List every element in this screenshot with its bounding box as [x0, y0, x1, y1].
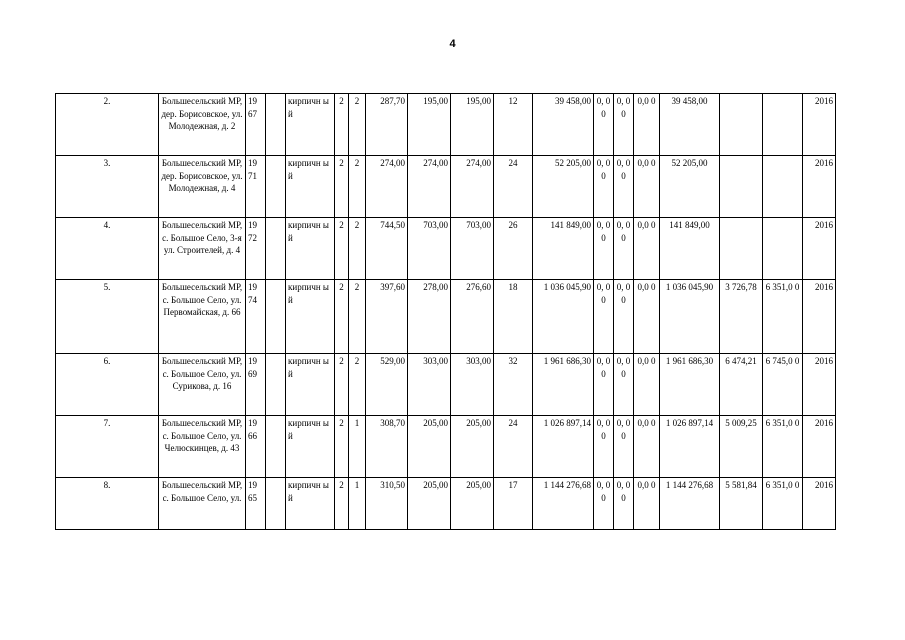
total-cost-cell: 1 036 045,90	[533, 280, 594, 354]
fund-share-2-cell: 0, 0 0	[614, 416, 634, 478]
cost-2-cell: 39 458,00	[660, 94, 720, 156]
empty-cell	[266, 478, 286, 530]
total-cost-cell: 39 458,00	[533, 94, 594, 156]
cost-per-m2-cell: 5 581,84	[720, 478, 763, 530]
living-area-cell: 274,00	[408, 156, 451, 218]
wall-material-cell: кирпичн ый	[286, 280, 335, 354]
entrances-cell: 2	[349, 354, 366, 416]
floors-cell: 2	[335, 354, 349, 416]
address-cell: Большесельский МР, с. Большое Село, 3-я ул. Строителей, д. 4	[159, 218, 246, 280]
fund-share-1-cell: 0, 0 0	[594, 416, 614, 478]
table-row	[56, 156, 836, 218]
max-cost-per-m2-cell: 6 351,0 0	[763, 280, 803, 354]
row-number-cell: 2.	[56, 94, 159, 156]
year-built-cell: 19 67	[246, 94, 266, 156]
row-number-cell: 5.	[56, 280, 159, 354]
total-area-cell: 310,50	[366, 478, 408, 530]
fund-share-3-cell: 0,0 0	[634, 416, 660, 478]
wall-material-cell: кирпичн ый	[286, 156, 335, 218]
living-area-cell: 195,00	[408, 94, 451, 156]
floors-cell: 2	[335, 218, 349, 280]
empty-cell	[266, 94, 286, 156]
cost-2-cell: 1 036 045,90	[660, 280, 720, 354]
table-row	[56, 478, 836, 530]
table-row	[56, 280, 836, 354]
fund-share-2-cell: 0, 0 0	[614, 156, 634, 218]
total-cost-cell: 1 144 276,68	[533, 478, 594, 530]
table-row	[56, 416, 836, 478]
plan-year-cell: 2016	[803, 416, 836, 478]
floors-cell: 2	[335, 156, 349, 218]
max-cost-per-m2-cell: 6 351,0 0	[763, 416, 803, 478]
entrances-cell: 1	[349, 478, 366, 530]
year-built-cell: 19 74	[246, 280, 266, 354]
plan-year-cell: 2016	[803, 478, 836, 530]
fund-share-1-cell: 0, 0 0	[594, 218, 614, 280]
year-built-cell: 19 72	[246, 218, 266, 280]
housing-table	[55, 93, 836, 530]
floors-cell: 2	[335, 280, 349, 354]
table-row	[56, 354, 836, 416]
cost-per-m2-cell	[720, 94, 763, 156]
max-cost-per-m2-cell	[763, 218, 803, 280]
year-built-cell: 19 65	[246, 478, 266, 530]
row-number-cell: 4.	[56, 218, 159, 280]
cost-2-cell: 141 849,00	[660, 218, 720, 280]
entrances-cell: 2	[349, 280, 366, 354]
cost-2-cell: 1 144 276,68	[660, 478, 720, 530]
max-cost-per-m2-cell	[763, 156, 803, 218]
residents-cell: 32	[494, 354, 533, 416]
fund-share-2-cell: 0, 0 0	[614, 280, 634, 354]
fund-share-3-cell: 0,0 0	[634, 218, 660, 280]
living-area-2-cell: 205,00	[451, 416, 494, 478]
living-area-cell: 205,00	[408, 416, 451, 478]
wall-material-cell: кирпичн ый	[286, 218, 335, 280]
wall-material-cell: кирпичн ый	[286, 354, 335, 416]
empty-cell	[266, 280, 286, 354]
total-area-cell: 274,00	[366, 156, 408, 218]
fund-share-3-cell: 0,0 0	[634, 94, 660, 156]
residents-cell: 24	[494, 156, 533, 218]
table-row	[56, 218, 836, 280]
cost-2-cell: 1 961 686,30	[660, 354, 720, 416]
fund-share-3-cell: 0,0 0	[634, 478, 660, 530]
cost-per-m2-cell: 5 009,25	[720, 416, 763, 478]
living-area-2-cell: 205,00	[451, 478, 494, 530]
residents-cell: 12	[494, 94, 533, 156]
total-cost-cell: 52 205,00	[533, 156, 594, 218]
fund-share-3-cell: 0,0 0	[634, 354, 660, 416]
total-area-cell: 744,50	[366, 218, 408, 280]
plan-year-cell: 2016	[803, 94, 836, 156]
cost-per-m2-cell: 3 726,78	[720, 280, 763, 354]
fund-share-2-cell: 0, 0 0	[614, 478, 634, 530]
entrances-cell: 2	[349, 218, 366, 280]
living-area-cell: 303,00	[408, 354, 451, 416]
total-area-cell: 308,70	[366, 416, 408, 478]
address-cell: Большесельский МР, с. Большое Село, ул.	[159, 478, 246, 530]
cost-per-m2-cell: 6 474,21	[720, 354, 763, 416]
address-cell: Большесельский МР, дер. Борисовское, ул. Молодежная, д. 2	[159, 94, 246, 156]
fund-share-1-cell: 0, 0 0	[594, 478, 614, 530]
fund-share-1-cell: 0, 0 0	[594, 354, 614, 416]
plan-year-cell: 2016	[803, 354, 836, 416]
entrances-cell: 1	[349, 416, 366, 478]
fund-share-2-cell: 0, 0 0	[614, 218, 634, 280]
row-number-cell: 6.	[56, 354, 159, 416]
floors-cell: 2	[335, 416, 349, 478]
entrances-cell: 2	[349, 94, 366, 156]
year-built-cell: 19 71	[246, 156, 266, 218]
row-number-cell: 8.	[56, 478, 159, 530]
cost-2-cell: 1 026 897,14	[660, 416, 720, 478]
total-area-cell: 529,00	[366, 354, 408, 416]
residents-cell: 18	[494, 280, 533, 354]
living-area-cell: 278,00	[408, 280, 451, 354]
residents-cell: 26	[494, 218, 533, 280]
plan-year-cell: 2016	[803, 156, 836, 218]
row-number-cell: 7.	[56, 416, 159, 478]
address-cell: Большесельский МР, с. Большое Село, ул. Челюскинцев, д. 43	[159, 416, 246, 478]
cost-2-cell: 52 205,00	[660, 156, 720, 218]
living-area-2-cell: 703,00	[451, 218, 494, 280]
total-cost-cell: 1 961 686,30	[533, 354, 594, 416]
max-cost-per-m2-cell	[763, 94, 803, 156]
fund-share-3-cell: 0,0 0	[634, 156, 660, 218]
living-area-cell: 205,00	[408, 478, 451, 530]
total-cost-cell: 1 026 897,14	[533, 416, 594, 478]
living-area-cell: 703,00	[408, 218, 451, 280]
empty-cell	[266, 416, 286, 478]
floors-cell: 2	[335, 478, 349, 530]
address-cell: Большесельский МР, с. Большое Село, ул. Первомайская, д. 66	[159, 280, 246, 354]
fund-share-3-cell: 0,0 0	[634, 280, 660, 354]
total-cost-cell: 141 849,00	[533, 218, 594, 280]
living-area-2-cell: 274,00	[451, 156, 494, 218]
max-cost-per-m2-cell: 6 351,0 0	[763, 478, 803, 530]
empty-cell	[266, 218, 286, 280]
max-cost-per-m2-cell: 6 745,0 0	[763, 354, 803, 416]
page-number: 4	[449, 38, 456, 50]
fund-share-2-cell: 0, 0 0	[614, 354, 634, 416]
total-area-cell: 287,70	[366, 94, 408, 156]
residents-cell: 17	[494, 478, 533, 530]
address-cell: Большесельский МР, дер. Борисовское, ул. Молодежная, д. 4	[159, 156, 246, 218]
year-built-cell: 19 69	[246, 354, 266, 416]
living-area-2-cell: 195,00	[451, 94, 494, 156]
plan-year-cell: 2016	[803, 280, 836, 354]
plan-year-cell: 2016	[803, 218, 836, 280]
empty-cell	[266, 156, 286, 218]
wall-material-cell: кирпичн ый	[286, 94, 335, 156]
table-row	[56, 94, 836, 156]
fund-share-1-cell: 0, 0 0	[594, 280, 614, 354]
fund-share-1-cell: 0, 0 0	[594, 94, 614, 156]
entrances-cell: 2	[349, 156, 366, 218]
wall-material-cell: кирпичн ый	[286, 478, 335, 530]
row-number-cell: 3.	[56, 156, 159, 218]
living-area-2-cell: 276,60	[451, 280, 494, 354]
cost-per-m2-cell	[720, 156, 763, 218]
year-built-cell: 19 66	[246, 416, 266, 478]
address-cell: Большесельский МР, с. Большое Село, ул. Сурикова, д. 16	[159, 354, 246, 416]
floors-cell: 2	[335, 94, 349, 156]
empty-cell	[266, 354, 286, 416]
wall-material-cell: кирпичн ый	[286, 416, 335, 478]
living-area-2-cell: 303,00	[451, 354, 494, 416]
residents-cell: 24	[494, 416, 533, 478]
fund-share-1-cell: 0, 0 0	[594, 156, 614, 218]
total-area-cell: 397,60	[366, 280, 408, 354]
fund-share-2-cell: 0, 0 0	[614, 94, 634, 156]
cost-per-m2-cell	[720, 218, 763, 280]
